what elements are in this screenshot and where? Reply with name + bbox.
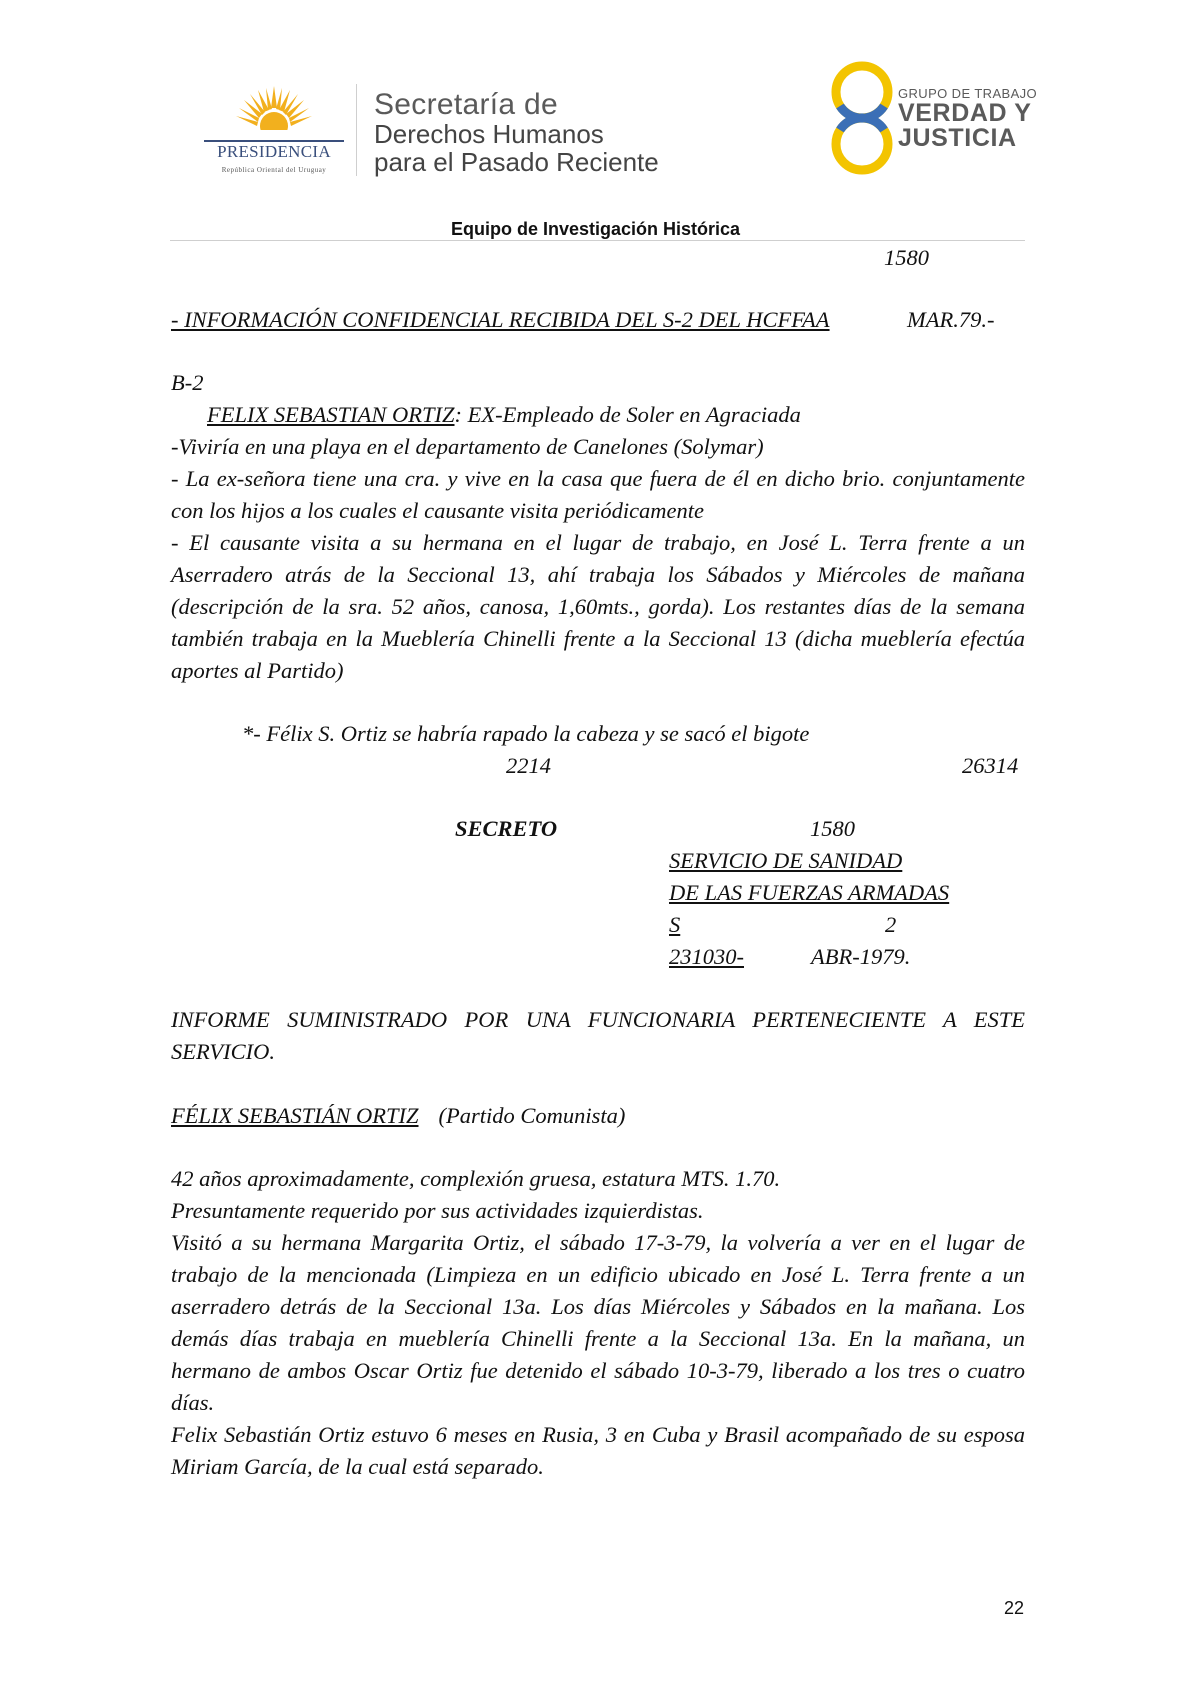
service-line-3-left: S bbox=[669, 912, 681, 937]
subject-name: FÉLIX SEBASTIÁN ORTIZ bbox=[171, 1103, 419, 1128]
paragraph-2: - El causante visita a su hermana en el lugar de trabajo, en José L. Terra frente a un Aserradero atrás de la Seccional 13, ahí trabaja los Sábados y Miércoles de mañana (descripción de la sra. 52 años, canosa, 1,60mts., gorda). Los restantes días de la semana también trabaja en la Mueblería Chinelli frente a la Seccional 13 (dicha mueblería efectúa aportes al Partido) bbox=[171, 530, 1025, 683]
verdad-justicia-text bbox=[898, 86, 1037, 151]
description-2: Presuntamente requerido por sus actividades izquierdistas. bbox=[171, 1198, 704, 1223]
name-line bbox=[207, 399, 801, 431]
service-line-1: SERVICIO DE SANIDAD bbox=[669, 848, 903, 873]
paragraph-1: - La ex-señora tiene una cra. y vive en la casa que fuera de él en dicho brio. conjuntamente con los hijos a los cuales el causante visita periódicamente bbox=[171, 466, 1025, 523]
service-line-4-right: ABR-1979. bbox=[811, 944, 911, 969]
paragraph-3: Visitó a su hermana Margarita Ortiz, el sábado 17-3-79, la volvería a ver en el lugar de trabajo de la mencionada (Limpieza en un edificio ubicado en José L. Terra frente a un aserradero detrás de la Seccional 13a. Los días Miércoles y Sábados en la mañana. Los demás días trabaja en mueblería Chinelli frente a la Seccional 13a. En la mañana, un hermano de ambos Oscar Ortiz fue detenido el sábado 10-3-79, liberado a los tres o cuatro días. bbox=[171, 1230, 1025, 1415]
doc-ref: B-2 bbox=[171, 370, 204, 395]
presidencia-title: PRESIDENCIA bbox=[217, 142, 331, 161]
team-title: Equipo de Investigación Histórica bbox=[450, 219, 741, 239]
description-1: 42 años aproximadamente, complexión gruesa, estatura MTS. 1.70. bbox=[171, 1166, 781, 1191]
secretaria-logo-text bbox=[374, 90, 659, 176]
number-1580-b: 1580 bbox=[810, 816, 855, 841]
service-line-2: DE LAS FUERZAS ARMADAS bbox=[669, 880, 950, 905]
note-line: *- Félix S. Ortiz se habría rapado la cabeza y se sacó el bigote bbox=[242, 721, 810, 746]
secretaria-line-1: Secretaría de bbox=[374, 88, 559, 121]
paragraph-4: Felix Sebastián Ortiz estuvo 6 meses en Rusia, 3 en Cuba y Brasil acompañado de su esposa Miriam García, de la cual está separado. bbox=[171, 1422, 1025, 1479]
sun-icon bbox=[232, 82, 316, 144]
doc-heading: - INFORMACIÓN CONFIDENCIAL RECIBIDA DEL S-2 DEL HCFFAA bbox=[171, 307, 830, 332]
name-line-name: FELIX SEBASTIAN ORTIZ bbox=[207, 402, 455, 427]
presidencia-logo bbox=[196, 82, 352, 177]
subject-line bbox=[171, 1100, 625, 1132]
presidencia-subtitle: República Oriental del Uruguay bbox=[221, 166, 327, 174]
line-viviria: -Viviría en una playa en el departamento de Canelones (Solymar) bbox=[171, 434, 764, 459]
name-line-rest: : EX-Empleado de Soler en Agraciada bbox=[454, 402, 801, 427]
informe-paragraph: INFORME SUMINISTRADO POR UNA FUNCIONARIA PERTENECIENTE A ESTE SERVICIO. bbox=[171, 1007, 1025, 1064]
subject-party: (Partido Comunista) bbox=[438, 1103, 626, 1128]
gtvj-line-1: GRUPO DE TRABAJO bbox=[898, 86, 1038, 101]
gtvj-line-2: VERDAD Y bbox=[898, 99, 1032, 127]
service-line-4-left: 231030- bbox=[669, 944, 744, 969]
page-number: 22 bbox=[1004, 1598, 1025, 1618]
service-line-4 bbox=[669, 941, 923, 973]
service-line-3 bbox=[669, 909, 895, 941]
header-rule bbox=[170, 240, 1025, 241]
number-2214: 2214 bbox=[506, 753, 551, 778]
doc-heading-date: MAR.79.- bbox=[907, 307, 995, 332]
secreto-label: SECRETO bbox=[455, 816, 558, 841]
doc-number-top: 1580 bbox=[884, 245, 929, 270]
number-26314: 26314 bbox=[962, 753, 1019, 778]
secretaria-line-3: para el Pasado Reciente bbox=[374, 147, 659, 177]
service-line-3-right: 2 bbox=[885, 912, 897, 937]
header-separator bbox=[356, 84, 357, 176]
secretaria-line-2: Derechos Humanos bbox=[374, 119, 604, 149]
gtvj-line-3: JUSTICIA bbox=[898, 124, 1017, 152]
